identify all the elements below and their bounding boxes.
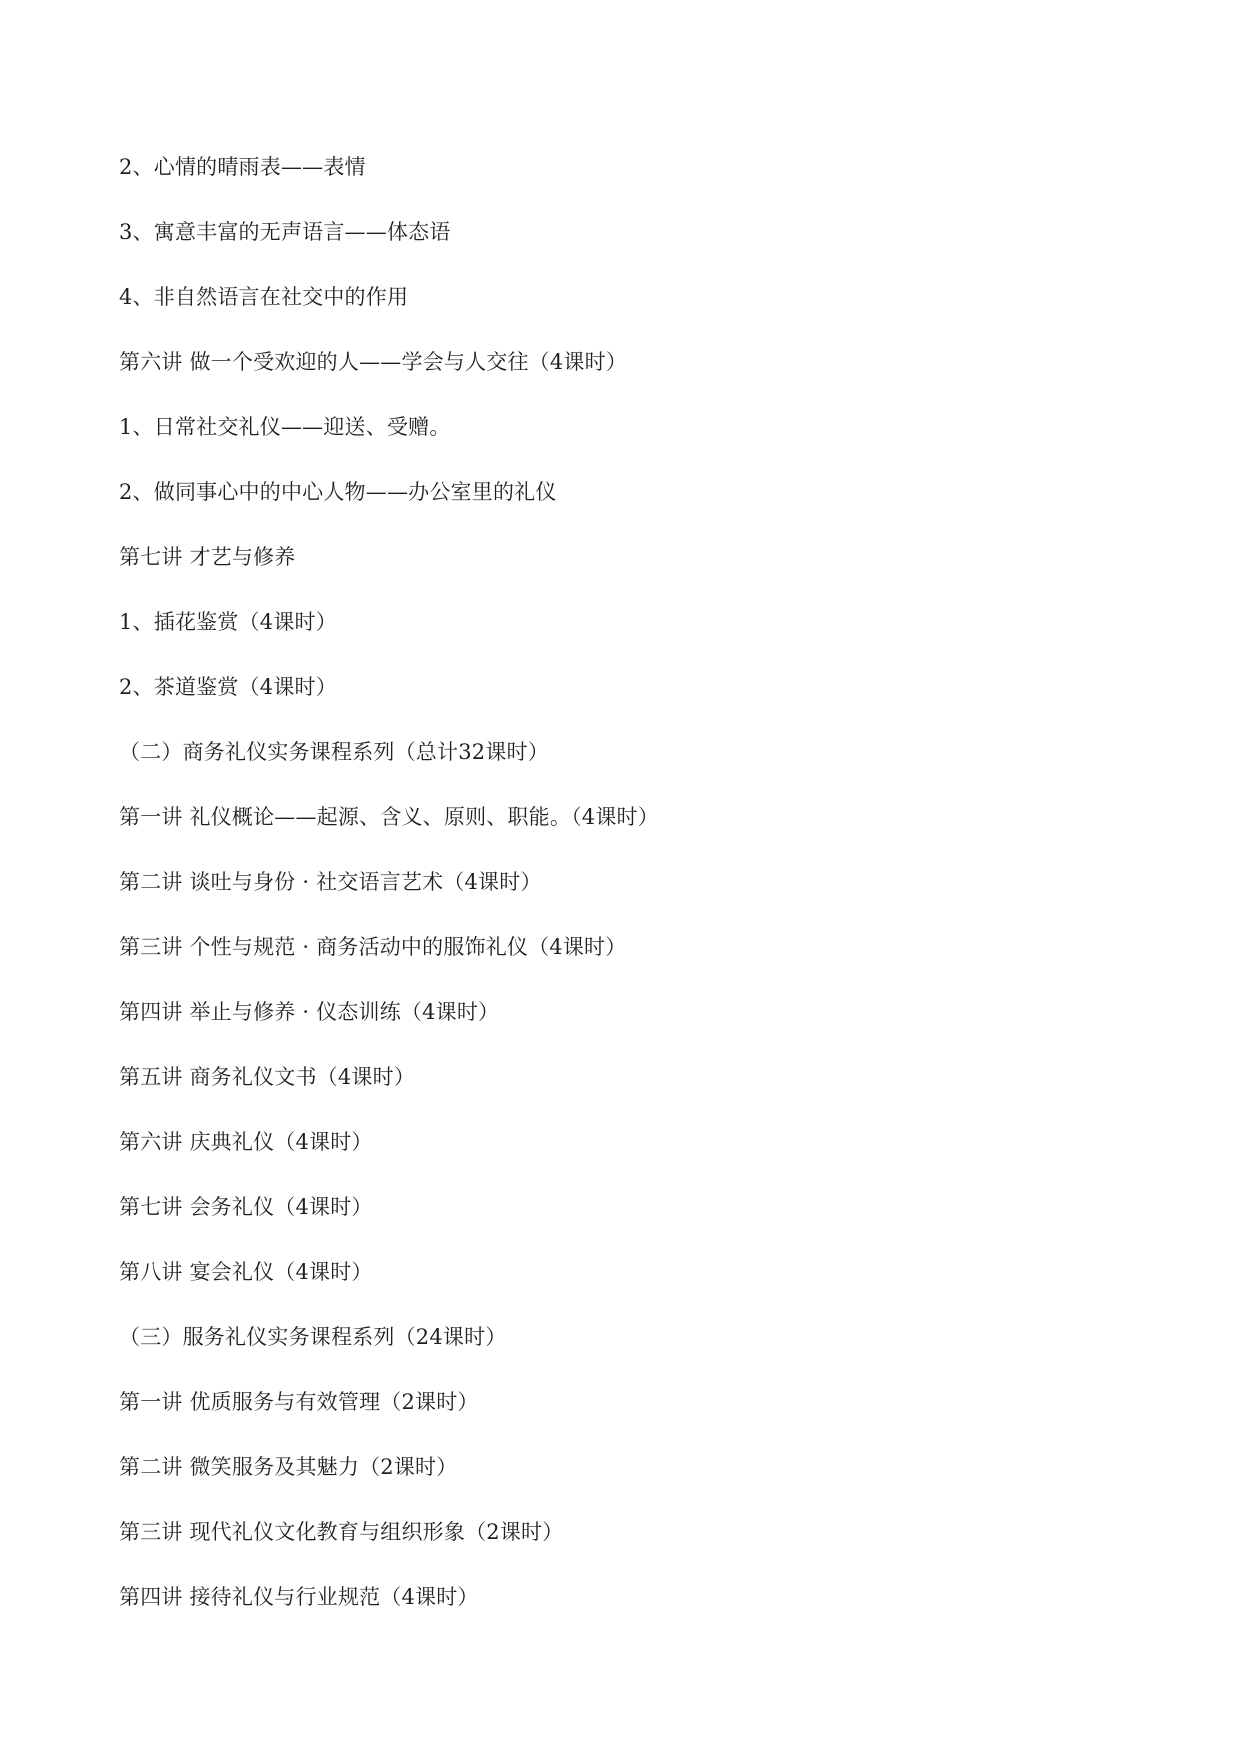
lecture-heading: 第一讲 礼仪概论——起源、含义、原则、职能。（4课时） xyxy=(119,805,659,829)
document-body xyxy=(119,152,1119,1647)
lecture-heading: 第五讲 商务礼仪文书（4课时） xyxy=(119,1065,416,1089)
document-line: 4、非自然语言在社交中的作用 xyxy=(119,285,409,309)
lecture-heading: 第七讲 才艺与修养 xyxy=(119,545,296,569)
lecture-heading: 第六讲 做一个受欢迎的人——学会与人交往（4课时） xyxy=(119,350,628,374)
section-heading: （三）服务礼仪实务课程系列（24课时） xyxy=(119,1325,507,1349)
document-line: 2、心情的晴雨表——表情 xyxy=(119,155,366,179)
document-line: 1、日常社交礼仪——迎送、受赠。 xyxy=(119,415,451,439)
lecture-heading: 第四讲 接待礼仪与行业规范（4课时） xyxy=(119,1585,479,1609)
lecture-heading: 第三讲 现代礼仪文化教育与组织形象（2课时） xyxy=(119,1520,564,1544)
lecture-heading: 第七讲 会务礼仪（4课时） xyxy=(119,1195,373,1219)
document-line: 2、茶道鉴赏（4课时） xyxy=(119,675,337,699)
section-heading: （二）商务礼仪实务课程系列（总计32课时） xyxy=(119,740,549,764)
lecture-heading: 第二讲 谈吐与身份 · 社交语言艺术（4课时） xyxy=(119,870,542,894)
lecture-heading: 第二讲 微笑服务及其魅力（2课时） xyxy=(119,1455,458,1479)
lecture-heading: 第三讲 个性与规范 · 商务活动中的服饰礼仪（4课时） xyxy=(119,935,627,959)
lecture-heading: 第一讲 优质服务与有效管理（2课时） xyxy=(119,1390,479,1414)
document-line: 1、插花鉴赏（4课时） xyxy=(119,610,337,634)
lecture-heading: 第八讲 宴会礼仪（4课时） xyxy=(119,1260,373,1284)
document-line: 3、寓意丰富的无声语言——体态语 xyxy=(119,220,451,244)
lecture-heading: 第四讲 举止与修养 · 仪态训练（4课时） xyxy=(119,1000,500,1024)
lecture-heading: 第六讲 庆典礼仪（4课时） xyxy=(119,1130,373,1154)
document-line: 2、做同事心中的中心人物——办公室里的礼仪 xyxy=(119,480,557,504)
